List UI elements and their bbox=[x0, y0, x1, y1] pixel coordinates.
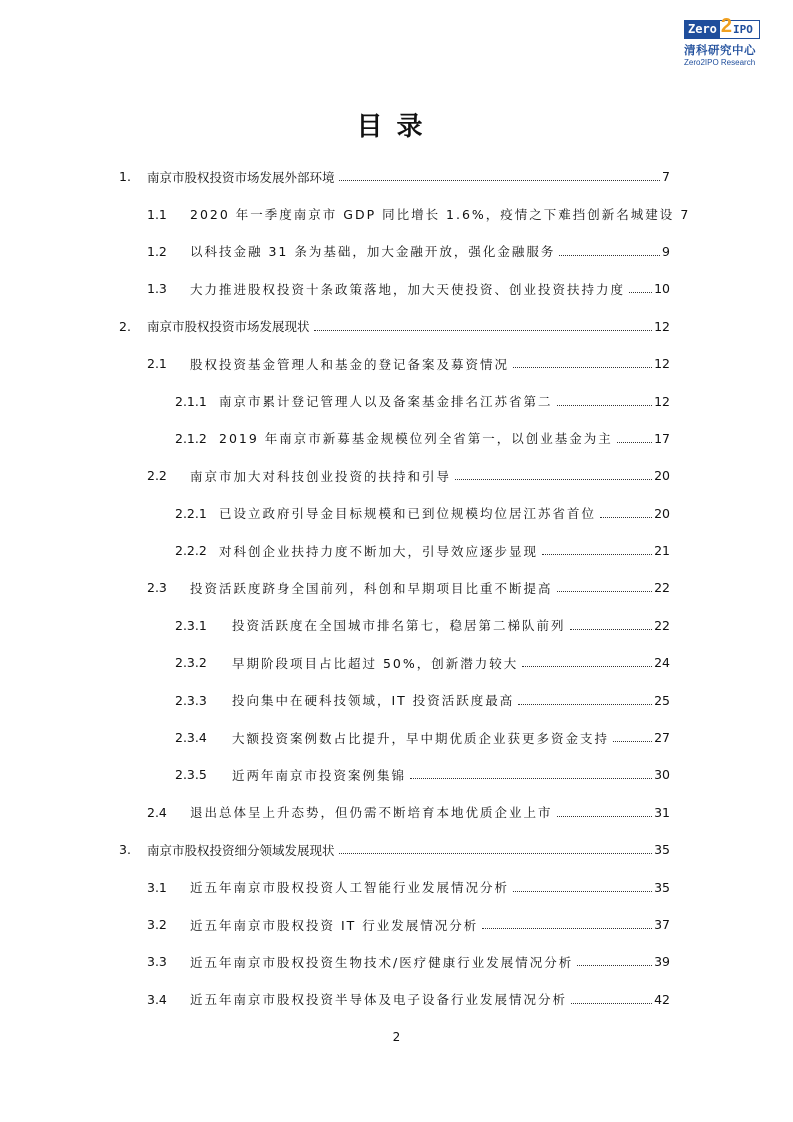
toc-entry-title[interactable]: 投资活跃度跻身全国前列，科创和早期项目比重不断提高 bbox=[190, 580, 553, 596]
toc-entry-page[interactable]: 31 bbox=[654, 804, 670, 820]
toc-entry-number: 2.2.1 bbox=[175, 505, 207, 521]
toc-entry-number: 1.1 bbox=[147, 206, 167, 222]
dot-leader bbox=[571, 1003, 652, 1004]
toc-entry[interactable] bbox=[0, 943, 793, 980]
toc-entry-number: 2.4 bbox=[147, 804, 167, 820]
toc-entry-page[interactable]: 21 bbox=[654, 543, 670, 559]
toc-entry-number: 2.2.2 bbox=[175, 543, 207, 559]
toc-entry[interactable] bbox=[0, 532, 793, 569]
toc-entry-page[interactable]: 10 bbox=[654, 281, 670, 297]
toc-entry-title[interactable]: 南京市股权投资市场发展现状 bbox=[147, 319, 310, 335]
toc-entry-page[interactable]: 35 bbox=[654, 842, 670, 858]
toc-entry-title[interactable]: 近五年南京市股权投资生物技术/医疗健康行业发展情况分析 bbox=[190, 954, 574, 970]
toc-entry-page[interactable]: 20 bbox=[654, 468, 670, 484]
toc-entry-title[interactable]: 对科创企业扶持力度不断加大，引导效应逐步显现 bbox=[219, 543, 539, 559]
toc-entry[interactable] bbox=[0, 906, 793, 943]
toc-entry-page[interactable]: 35 bbox=[654, 879, 670, 895]
toc-entry-page[interactable]: 30 bbox=[654, 767, 670, 783]
logo-cn-text: 清科研究中心 bbox=[684, 43, 756, 57]
dot-leader bbox=[557, 591, 653, 592]
toc-entry-page[interactable]: 20 bbox=[654, 505, 670, 521]
toc-entry-title[interactable]: 投资活跃度在全国城市排名第七，稳居第二梯队前列 bbox=[232, 618, 566, 634]
dot-leader bbox=[629, 292, 652, 293]
toc-entry-number: 2.2 bbox=[147, 468, 167, 484]
dot-leader bbox=[617, 442, 652, 443]
dot-leader bbox=[542, 554, 652, 555]
toc-entry[interactable] bbox=[0, 868, 793, 905]
toc-entry-title[interactable]: 近五年南京市股权投资 IT 行业发展情况分析 bbox=[190, 917, 479, 933]
zero2ipo-logo bbox=[684, 15, 760, 67]
toc-entry-number: 2.3.4 bbox=[175, 730, 207, 746]
toc-entry[interactable] bbox=[0, 382, 793, 419]
toc-entry-number: 1.2 bbox=[147, 243, 167, 259]
toc-entry-title[interactable]: 近五年南京市股权投资半导体及电子设备行业发展情况分析 bbox=[190, 992, 568, 1008]
toc-entry-title[interactable]: 股权投资基金管理人和基金的登记备案及募资情况 bbox=[190, 356, 510, 372]
dot-leader bbox=[557, 816, 653, 817]
toc-entry-title[interactable]: 已设立政府引导金目标规模和已到位规模均位居江苏省首位 bbox=[219, 506, 597, 522]
toc-entry-page[interactable]: 25 bbox=[654, 692, 670, 708]
toc-entry-page[interactable]: 39 bbox=[654, 954, 670, 970]
dot-leader bbox=[455, 479, 652, 480]
toc-entry-page[interactable]: 9 bbox=[662, 243, 670, 259]
toc-entry-number: 2.1 bbox=[147, 356, 167, 372]
toc-entry-title[interactable]: 以科技金融 31 条为基础，加大金融开放，强化金融服务 bbox=[190, 244, 556, 260]
toc-entry-page[interactable]: 17 bbox=[654, 430, 670, 446]
toc-entry-page[interactable]: 22 bbox=[654, 617, 670, 633]
dot-leader bbox=[522, 666, 652, 667]
toc-entry-title[interactable]: 2019 年南京市新募基金规模位列全省第一，以创业基金为主 bbox=[219, 431, 613, 447]
toc-entry[interactable] bbox=[0, 831, 793, 868]
dot-leader bbox=[577, 965, 652, 966]
dot-leader bbox=[482, 928, 652, 929]
toc-entry-number: 2.3.5 bbox=[175, 767, 207, 783]
toc-entry[interactable] bbox=[0, 457, 793, 494]
toc-entry-title[interactable]: 退出总体呈上升态势，但仍需不断培育本地优质企业上市 bbox=[190, 805, 553, 821]
toc-entry-title[interactable]: 大额投资案例数占比提升，早中期优质企业获更多资金支持 bbox=[232, 730, 610, 746]
dot-leader bbox=[613, 741, 652, 742]
logo-mark: Zero 2 IPO bbox=[684, 20, 760, 39]
toc-entry-title[interactable]: 近五年南京市股权投资人工智能行业发展情况分析 bbox=[190, 880, 510, 896]
toc-entry[interactable] bbox=[0, 719, 793, 756]
toc-entry-number: 2.3.3 bbox=[175, 692, 207, 708]
dot-leader bbox=[600, 517, 652, 518]
toc-entry-title[interactable]: 投向集中在硬科技领域，IT 投资活跃度最高 bbox=[232, 693, 515, 709]
toc-entry-number: 2. bbox=[119, 318, 131, 334]
toc-entry-title[interactable]: 南京市加大对科技创业投资的扶持和引导 bbox=[190, 468, 452, 484]
dot-leader bbox=[513, 367, 652, 368]
toc-entry[interactable] bbox=[0, 569, 793, 606]
toc-entry-page[interactable]: 12 bbox=[654, 356, 670, 372]
toc-entry-number: 2.1.2 bbox=[175, 430, 207, 446]
toc-entry-number: 3.3 bbox=[147, 954, 167, 970]
toc-entry-title[interactable]: 南京市股权投资细分领域发展现状 bbox=[147, 842, 335, 858]
toc-entry[interactable] bbox=[0, 270, 793, 307]
toc-entry-number: 2.3.1 bbox=[175, 617, 207, 633]
toc-entry[interactable] bbox=[0, 420, 793, 457]
toc-entry-number: 3.2 bbox=[147, 917, 167, 932]
dot-leader bbox=[314, 330, 653, 331]
table-of-contents bbox=[0, 158, 793, 1018]
toc-entry[interactable] bbox=[0, 607, 793, 644]
page-title: 目录 bbox=[356, 112, 437, 142]
toc-entry-page[interactable]: 7 bbox=[680, 206, 689, 222]
toc-entry-number: 2.3 bbox=[147, 580, 167, 596]
page-number: 2 bbox=[392, 1030, 401, 1044]
dot-leader bbox=[339, 180, 661, 181]
toc-entry-page[interactable]: 22 bbox=[654, 580, 670, 596]
toc-entry[interactable] bbox=[0, 794, 793, 831]
toc-entry-title[interactable]: 近两年南京市投资案例集锦 bbox=[232, 767, 407, 783]
dot-leader bbox=[513, 891, 652, 892]
toc-entry-page[interactable]: 24 bbox=[654, 655, 670, 671]
toc-entry[interactable] bbox=[0, 308, 793, 345]
dot-leader bbox=[570, 629, 653, 630]
toc-entry-title[interactable]: 南京市累计登记管理人以及备案基金排名江苏省第二 bbox=[219, 394, 553, 410]
toc-entry-page[interactable]: 42 bbox=[654, 991, 670, 1007]
toc-entry-number: 1.3 bbox=[147, 281, 167, 297]
toc-entry-number: 3.4 bbox=[147, 991, 167, 1007]
toc-entry-number: 1. bbox=[119, 169, 131, 185]
dot-leader bbox=[339, 853, 653, 854]
toc-entry[interactable] bbox=[0, 681, 793, 718]
toc-entry-number: 2.3.2 bbox=[175, 655, 207, 671]
dot-leader bbox=[559, 255, 660, 256]
toc-entry-page[interactable]: 7 bbox=[662, 169, 670, 185]
toc-entry-page[interactable]: 37 bbox=[654, 917, 670, 932]
toc-entry[interactable] bbox=[0, 756, 793, 793]
toc-entry[interactable] bbox=[0, 195, 793, 232]
toc-entry-page[interactable]: 12 bbox=[654, 318, 670, 334]
toc-entry-number: 3. bbox=[119, 842, 131, 858]
toc-entry[interactable] bbox=[0, 158, 793, 195]
toc-entry[interactable] bbox=[0, 981, 793, 1018]
dot-leader bbox=[410, 778, 652, 779]
toc-entry[interactable] bbox=[0, 495, 793, 532]
logo-en-text: Zero2IPO Research bbox=[684, 58, 756, 67]
toc-entry[interactable] bbox=[0, 644, 793, 681]
toc-entry-title[interactable]: 大力推进股权投资十条政策落地，加大天使投资、创业投资扶持力度 bbox=[190, 281, 626, 297]
toc-entry-page[interactable]: 12 bbox=[654, 393, 670, 409]
toc-entry-title[interactable]: 南京市股权投资市场发展外部环境 bbox=[147, 169, 335, 185]
toc-entry[interactable] bbox=[0, 345, 793, 382]
toc-entry-number: 2.1.1 bbox=[175, 393, 207, 409]
toc-entry[interactable] bbox=[0, 233, 793, 270]
toc-entry-number: 3.1 bbox=[147, 879, 167, 895]
toc-entry-title[interactable]: 早期阶段项目占比超过 50%，创新潜力较大 bbox=[232, 655, 519, 671]
toc-entry-title[interactable]: 2020 年一季度南京市 GDP 同比增长 1.6%，疫情之下难挡创新名城建设 bbox=[190, 207, 675, 223]
toc-entry-page[interactable]: 27 bbox=[654, 730, 670, 746]
dot-leader bbox=[557, 405, 653, 406]
dot-leader bbox=[518, 704, 652, 705]
